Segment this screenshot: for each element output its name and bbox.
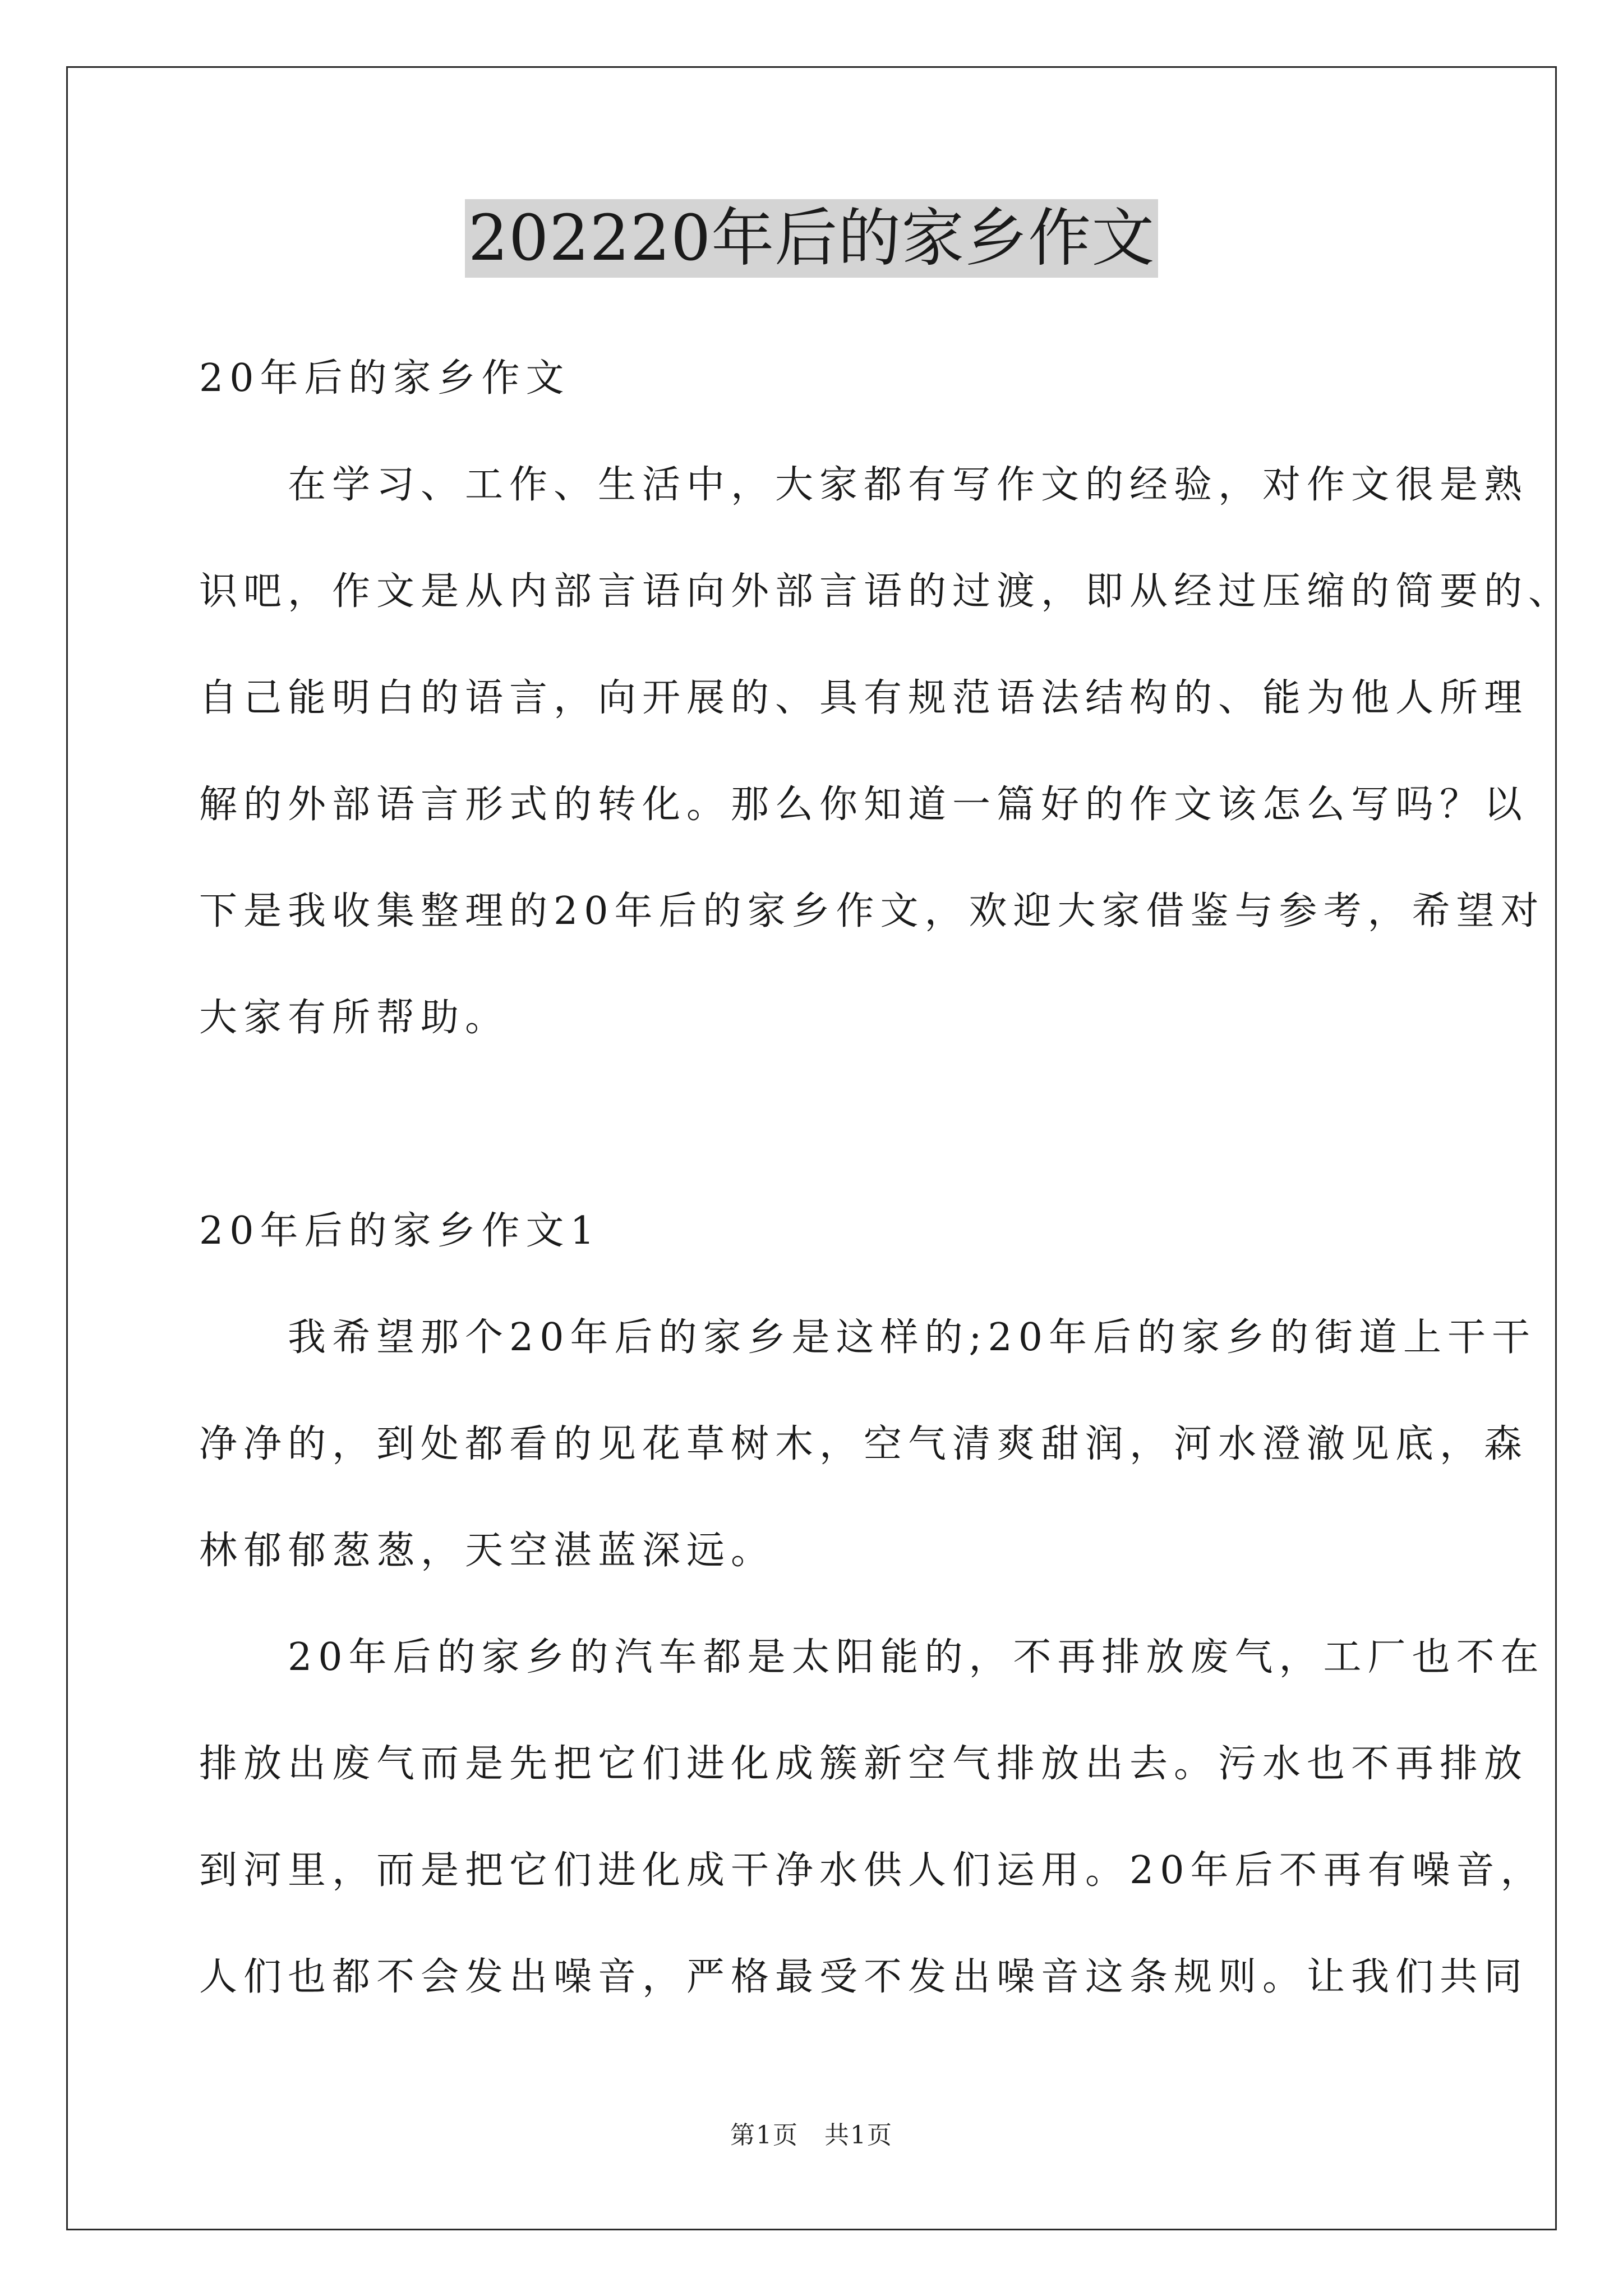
para2-line-1: 20年后的家乡的汽车都是太阳能的，不再排放废气，工厂也不在 [199,1635,1545,1680]
document-title: 202220年后的家乡作文 [465,199,1159,278]
para1-line-2: 净净的，到处都看的见花草树木，空气清爽甜润，河水澄澈见底，森 [199,1422,1529,1466]
intro-line-6: 大家有所帮助。 [199,996,510,1040]
page-footer: 第1页 共1页 [730,2121,893,2150]
para2-line-3: 到河里，而是把它们进化成干净水供人们运用。20年后不再有噪音， [199,1848,1545,1893]
intro-line-3: 自己能明白的语言，向开展的、具有规范语法结构的、能为他人所理 [199,676,1529,720]
para1-line-3: 林郁郁葱葱，天空湛蓝深远。 [199,1529,776,1573]
intro-line-4: 解的外部语言形式的转化。那么你知道一篇好的作文该怎么写吗？以 [199,783,1529,827]
intro-line-1: 在学习、工作、生活中，大家都有写作文的经验，对作文很是熟 [199,463,1529,507]
para2-line-4: 人们也都不会发出噪音，严格最受不发出噪音这条规则。让我们共同 [199,1955,1529,1999]
title-container [0,199,1623,278]
intro-line-5: 下是我收集整理的20年后的家乡作文，欢迎大家借鉴与参考，希望对 [199,889,1545,933]
para1-line-1: 我希望那个20年后的家乡是这样的;20年后的家乡的街道上干干 [199,1315,1536,1360]
para2-line-2: 排放出废气而是先把它们进化成簇新空气排放出去。污水也不再排放 [199,1742,1529,1786]
section-heading-1: 20年后的家乡作文1 [199,1209,601,1253]
intro-line-2: 识吧，作文是从内部言语向外部言语的过渡，即从经过压缩的简要的、 [199,569,1573,614]
section-heading: 20年后的家乡作文 [199,356,570,401]
